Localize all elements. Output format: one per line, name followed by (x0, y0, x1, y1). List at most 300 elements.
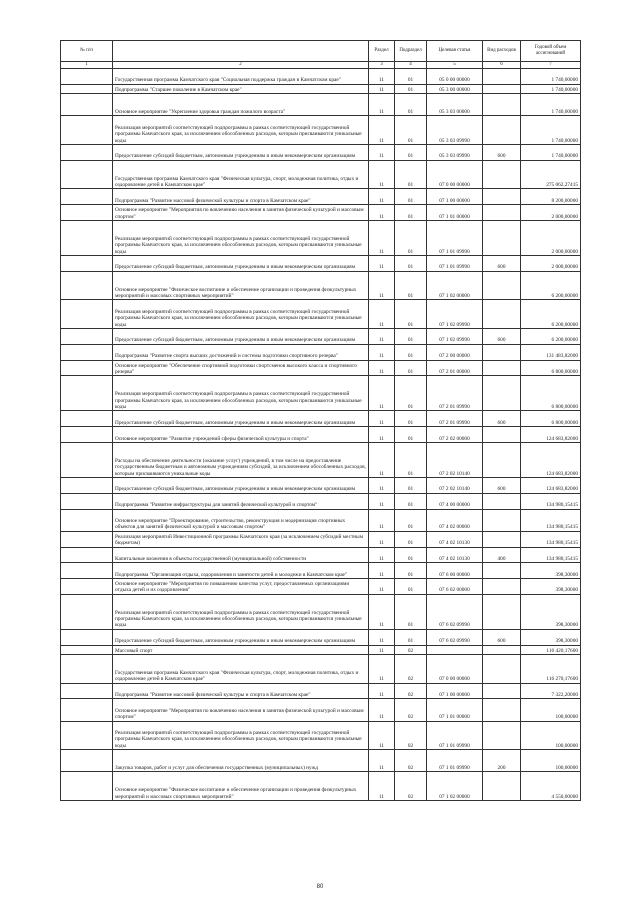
row-podrazdel-cell: 01 (395, 205, 427, 221)
table-row (61, 531, 581, 547)
row-name-cell: Подпрограмма "Развитие инфраструктуры для занятий физической культурой и спортом" (113, 493, 369, 509)
row-podrazdel-cell: 02 (395, 721, 427, 750)
row-number-cell (61, 442, 113, 477)
table-row (61, 376, 581, 411)
row-razdel-cell: 11 (369, 645, 395, 654)
row-csr-cell: 07 6 02 00000 (427, 579, 483, 595)
row-vr-cell (483, 271, 521, 300)
row-number-cell (61, 594, 113, 629)
row-razdel-cell: 11 (369, 205, 395, 221)
row-name-cell: Основное мероприятие "Проектирование, строительство, реконструкция и модернизация спортивных объектов для занятий физической культурой и массовым спортом" (113, 509, 369, 531)
table-row (61, 69, 581, 85)
row-vr-cell (483, 344, 521, 360)
row-sum-cell: 2 000,00000 (521, 255, 581, 271)
table-body (61, 69, 581, 801)
row-razdel-cell: 11 (369, 547, 395, 563)
row-podrazdel-cell: 01 (395, 84, 427, 93)
row-name-cell: Предоставление субсидий бюджетным, автономным учреждениям и иным некоммерческим организациям (113, 328, 369, 344)
row-name-cell: Основное мероприятие "Физическое воспитание и обеспечение организации и проведения физкультурных мероприятий и массовых спортивных мероприятий" (113, 271, 369, 300)
row-sum-cell: 2 000,00000 (521, 220, 581, 255)
table-row (61, 442, 581, 477)
row-podrazdel-cell: 01 (395, 160, 427, 189)
row-csr-cell: 07 6 02 09990 (427, 629, 483, 645)
row-name-cell: Реализация мероприятий соответствующей подпрограммы в рамках соответствующей государственной программы Камчатского края, за исключением обособленных расходов, которым присваиваются уникальные коды (113, 721, 369, 750)
row-sum-cell: 134 980,15415 (521, 509, 581, 531)
table-row (61, 160, 581, 189)
table-row (61, 699, 581, 721)
header-num: № п/п (61, 41, 113, 62)
row-sum-cell: 100,00000 (521, 699, 581, 721)
row-number-cell (61, 205, 113, 221)
table-row (61, 477, 581, 493)
row-razdel-cell: 11 (369, 442, 395, 477)
budget-table (60, 40, 581, 801)
row-sum-cell: 398,30000 (521, 629, 581, 645)
row-sum-cell: 6 200,00000 (521, 300, 581, 329)
table-row (61, 493, 581, 509)
table-row (61, 344, 581, 360)
row-razdel-cell: 11 (369, 189, 395, 205)
row-vr-cell (483, 594, 521, 629)
row-razdel-cell: 11 (369, 300, 395, 329)
row-podrazdel-cell: 01 (395, 531, 427, 547)
row-name-cell: Основное мероприятие "Обеспечение спортивной подготовки спортсменов высокого класса и спортивного резерва" (113, 360, 369, 376)
row-csr-cell: 07 1 01 09990 (427, 255, 483, 271)
row-vr-cell: 400 (483, 547, 521, 563)
row-sum-cell: 124 683,82000 (521, 427, 581, 443)
row-number-cell (61, 772, 113, 801)
row-razdel-cell: 11 (369, 411, 395, 427)
row-podrazdel-cell: 01 (395, 271, 427, 300)
row-podrazdel-cell: 02 (395, 750, 427, 772)
row-razdel-cell: 11 (369, 531, 395, 547)
row-podrazdel-cell: 01 (395, 220, 427, 255)
row-csr-cell: 07 2 02 00000 (427, 427, 483, 443)
row-csr-cell: 07 1 00 00000 (427, 683, 483, 699)
header-podrazdel: Подраздел (395, 41, 427, 62)
row-vr-cell (483, 220, 521, 255)
table-row (61, 563, 581, 579)
row-sum-cell: 134 980,15415 (521, 531, 581, 547)
row-razdel-cell: 11 (369, 699, 395, 721)
row-csr-cell: 07 1 02 00000 (427, 772, 483, 801)
row-podrazdel-cell: 01 (395, 579, 427, 595)
row-csr-cell: 07 6 00 00000 (427, 563, 483, 579)
table-row (61, 205, 581, 221)
header-sum: Годовой объем ассигнований (521, 41, 581, 62)
header-name (113, 41, 369, 62)
row-vr-cell (483, 563, 521, 579)
row-podrazdel-cell: 01 (395, 629, 427, 645)
row-sum-cell: 100,00000 (521, 750, 581, 772)
row-razdel-cell: 11 (369, 255, 395, 271)
row-number-cell (61, 563, 113, 579)
header-row (61, 41, 581, 62)
table-row (61, 629, 581, 645)
row-number-cell (61, 84, 113, 93)
row-vr-cell (483, 721, 521, 750)
row-podrazdel-cell: 01 (395, 255, 427, 271)
row-csr-cell: 07 0 00 00000 (427, 160, 483, 189)
row-name-cell: Массовый спорт (113, 645, 369, 654)
row-name-cell: Реализация мероприятий Инвестиционной программы Камчатского края (за исключением субсидий местным бюджетам) (113, 531, 369, 547)
row-number-cell (61, 579, 113, 595)
row-podrazdel-cell: 02 (395, 683, 427, 699)
table-row (61, 84, 581, 93)
row-number-cell (61, 144, 113, 160)
row-sum-cell: 1 740,00000 (521, 116, 581, 145)
row-podrazdel-cell: 02 (395, 699, 427, 721)
row-vr-cell (483, 360, 521, 376)
row-vr-cell (483, 579, 521, 595)
row-sum-cell: 6 800,00000 (521, 376, 581, 411)
row-name-cell: Основное мероприятие "Мероприятия по вовлечению населения в занятия физической культурой и массовым спортом" (113, 205, 369, 221)
row-number-cell (61, 116, 113, 145)
row-vr-cell: 600 (483, 328, 521, 344)
index-cell: 1 (61, 62, 113, 69)
row-number-cell (61, 69, 113, 85)
row-csr-cell: 07 2 01 09990 (427, 411, 483, 427)
row-vr-cell (483, 683, 521, 699)
row-number-cell (61, 255, 113, 271)
row-razdel-cell: 11 (369, 509, 395, 531)
row-csr-cell: 07 1 02 09990 (427, 328, 483, 344)
row-vr-cell (483, 376, 521, 411)
row-sum-cell: 6 200,00000 (521, 328, 581, 344)
row-name-cell: Основное мероприятие "Укрепление здоровья граждан пожилого возраста" (113, 94, 369, 116)
table-row (61, 509, 581, 531)
row-sum-cell: 124 683,82000 (521, 442, 581, 477)
row-vr-cell: 600 (483, 144, 521, 160)
row-razdel-cell: 11 (369, 629, 395, 645)
row-podrazdel-cell: 01 (395, 477, 427, 493)
table-row (61, 360, 581, 376)
row-podrazdel-cell: 02 (395, 655, 427, 684)
row-vr-cell: 600 (483, 411, 521, 427)
row-sum-cell: 6 200,00000 (521, 271, 581, 300)
row-razdel-cell: 11 (369, 220, 395, 255)
row-name-cell: Реализация мероприятий соответствующей подпрограммы в рамках соответствующей государственной программы Камчатского края, за исключением обособленных расходов, которым присваиваются уникальные коды (113, 594, 369, 629)
row-razdel-cell: 11 (369, 328, 395, 344)
index-cell: 3 (369, 62, 395, 69)
row-sum-cell: 100,00000 (521, 721, 581, 750)
row-number-cell (61, 477, 113, 493)
row-csr-cell: 07 2 01 09990 (427, 376, 483, 411)
row-number-cell (61, 547, 113, 563)
row-csr-cell: 07 1 02 09990 (427, 300, 483, 329)
row-name-cell: Реализация мероприятий соответствующей подпрограммы в рамках соответствующей государственной программы Камчатского края, за исключением обособленных расходов, которым присваиваются уникальные коды (113, 376, 369, 411)
row-razdel-cell: 11 (369, 116, 395, 145)
row-number-cell (61, 220, 113, 255)
row-sum-cell: 398,30000 (521, 594, 581, 629)
row-csr-cell: 07 0 00 00000 (427, 655, 483, 684)
row-csr-cell: 07 1 01 09990 (427, 750, 483, 772)
row-name-cell: Расходы на обеспечение деятельности (оказание услуг) учреждений, в том числе на предоставление государственным бюджетным и автономным учреждениям субсидий, за исключением обособленных расходов, которым присваиваются уникальные коды (113, 442, 369, 477)
row-podrazdel-cell: 01 (395, 427, 427, 443)
index-cell: 4 (395, 62, 427, 69)
row-sum-cell: 2 000,00000 (521, 205, 581, 221)
row-vr-cell (483, 772, 521, 801)
row-razdel-cell: 11 (369, 94, 395, 116)
row-name-cell: Подпрограмма "Старшее поколение в Камчатском крае" (113, 84, 369, 93)
row-podrazdel-cell: 01 (395, 360, 427, 376)
header-vr: Вид расходов (483, 41, 521, 62)
row-sum-cell: 398,30000 (521, 563, 581, 579)
row-sum-cell: 1 740,00000 (521, 94, 581, 116)
row-sum-cell: 134 980,15415 (521, 493, 581, 509)
row-csr-cell: 07 1 01 09990 (427, 220, 483, 255)
table-row (61, 594, 581, 629)
row-csr-cell: 07 6 02 09990 (427, 594, 483, 629)
row-number-cell (61, 427, 113, 443)
row-razdel-cell: 11 (369, 683, 395, 699)
row-csr-cell: 07 4 02 10130 (427, 531, 483, 547)
table-row (61, 116, 581, 145)
table-row (61, 655, 581, 684)
row-sum-cell: 275 062,27415 (521, 160, 581, 189)
row-csr-cell: 07 4 00 00000 (427, 493, 483, 509)
row-vr-cell (483, 300, 521, 329)
row-vr-cell (483, 531, 521, 547)
row-csr-cell: 07 1 00 00000 (427, 189, 483, 205)
row-razdel-cell: 11 (369, 344, 395, 360)
row-podrazdel-cell: 01 (395, 594, 427, 629)
table-row (61, 300, 581, 329)
row-podrazdel-cell: 01 (395, 411, 427, 427)
row-vr-cell: 600 (483, 477, 521, 493)
row-number-cell (61, 750, 113, 772)
row-name-cell: Основное мероприятие "Физическое воспитание и обеспечение организации и проведения физкультурных мероприятий и массовых спортивных мероприятий" (113, 772, 369, 801)
row-razdel-cell: 11 (369, 360, 395, 376)
row-sum-cell: 6 800,00000 (521, 411, 581, 427)
table-row (61, 683, 581, 699)
row-number-cell (61, 94, 113, 116)
table-row (61, 721, 581, 750)
row-number-cell (61, 493, 113, 509)
row-vr-cell (483, 116, 521, 145)
row-number-cell (61, 344, 113, 360)
row-vr-cell (483, 655, 521, 684)
table-row (61, 427, 581, 443)
row-number-cell (61, 271, 113, 300)
row-podrazdel-cell: 02 (395, 645, 427, 654)
row-name-cell: Реализация мероприятий соответствующей подпрограммы в рамках соответствующей государственной программы Камчатского края, за исключением обособленных расходов, которым присваиваются уникальные коды (113, 116, 369, 145)
row-name-cell: Государственная программа Камчатского края "Физическая культура, спорт, молодежная политика, отдых и оздоровление детей в Камчатском крае" (113, 655, 369, 684)
row-number-cell (61, 411, 113, 427)
row-csr-cell: 07 1 02 00000 (427, 271, 483, 300)
row-csr-cell: 07 1 01 00000 (427, 205, 483, 221)
row-razdel-cell: 11 (369, 69, 395, 85)
row-number-cell (61, 509, 113, 531)
row-razdel-cell: 11 (369, 376, 395, 411)
row-razdel-cell: 11 (369, 750, 395, 772)
row-podrazdel-cell: 01 (395, 144, 427, 160)
table-row (61, 255, 581, 271)
row-name-cell: Государственная программа Камчатского края "Физическая культура, спорт, молодежная политика, отдых и оздоровление детей в Камчатском крае" (113, 160, 369, 189)
index-cell: 2 (113, 62, 369, 69)
row-podrazdel-cell: 01 (395, 547, 427, 563)
page-number: 80 (316, 884, 324, 890)
row-razdel-cell: 11 (369, 84, 395, 93)
row-csr-cell: 07 1 01 09990 (427, 721, 483, 750)
row-vr-cell (483, 509, 521, 531)
row-podrazdel-cell: 01 (395, 69, 427, 85)
row-sum-cell: 398,30000 (521, 579, 581, 595)
row-name-cell: Предоставление субсидий бюджетным, автономным учреждениям и иным некоммерческим организациям (113, 144, 369, 160)
row-vr-cell: 200 (483, 750, 521, 772)
row-vr-cell: 600 (483, 629, 521, 645)
row-number-cell (61, 699, 113, 721)
row-podrazdel-cell: 01 (395, 94, 427, 116)
row-podrazdel-cell: 01 (395, 509, 427, 531)
row-csr-cell: 07 2 00 00000 (427, 344, 483, 360)
table-row (61, 750, 581, 772)
row-vr-cell (483, 205, 521, 221)
row-razdel-cell: 11 (369, 563, 395, 579)
row-name-cell: Предоставление субсидий бюджетным, автономным учреждениям и иным некоммерческим организациям (113, 629, 369, 645)
row-razdel-cell: 11 (369, 144, 395, 160)
row-name-cell: Закупка товаров, работ и услуг для обеспечения государственных (муниципальных) нужд (113, 750, 369, 772)
table-row (61, 271, 581, 300)
row-vr-cell (483, 189, 521, 205)
row-number-cell (61, 655, 113, 684)
table-row (61, 189, 581, 205)
header-csr: Целевая статья (427, 41, 483, 62)
row-number-cell (61, 328, 113, 344)
budget-page (60, 40, 580, 801)
row-razdel-cell: 11 (369, 655, 395, 684)
row-podrazdel-cell: 01 (395, 116, 427, 145)
row-number-cell (61, 531, 113, 547)
row-razdel-cell: 11 (369, 594, 395, 629)
row-razdel-cell: 11 (369, 271, 395, 300)
row-csr-cell: 07 4 02 00000 (427, 509, 483, 531)
row-sum-cell: 134 980,15415 (521, 547, 581, 563)
table-row (61, 645, 581, 654)
row-number-cell (61, 189, 113, 205)
row-razdel-cell: 11 (369, 160, 395, 189)
row-vr-cell (483, 645, 521, 654)
table-row (61, 579, 581, 595)
row-name-cell: Предоставление субсидий бюджетным, автономным учреждениям и иным некоммерческим организациям (113, 477, 369, 493)
row-sum-cell: 8 200,00000 (521, 189, 581, 205)
row-sum-cell: 1 740,00000 (521, 69, 581, 85)
row-podrazdel-cell: 01 (395, 376, 427, 411)
row-vr-cell (483, 84, 521, 93)
row-podrazdel-cell: 01 (395, 563, 427, 579)
table-row (61, 772, 581, 801)
row-podrazdel-cell: 01 (395, 493, 427, 509)
row-razdel-cell: 11 (369, 427, 395, 443)
row-razdel-cell: 11 (369, 579, 395, 595)
row-sum-cell: 116 420,17600 (521, 645, 581, 654)
row-podrazdel-cell: 02 (395, 772, 427, 801)
row-number-cell (61, 721, 113, 750)
row-csr-cell: 07 1 01 00000 (427, 699, 483, 721)
row-name-cell: Подпрограмма "Развитие массовой физической культуры и спорта в Камчатском крае" (113, 189, 369, 205)
row-podrazdel-cell: 01 (395, 442, 427, 477)
row-number-cell (61, 160, 113, 189)
row-vr-cell: 600 (483, 255, 521, 271)
row-sum-cell: 131 483,82000 (521, 344, 581, 360)
row-podrazdel-cell: 01 (395, 189, 427, 205)
table-row (61, 411, 581, 427)
row-podrazdel-cell: 01 (395, 344, 427, 360)
row-name-cell: Предоставление субсидий бюджетным, автономным учреждениям и иным некоммерческим организациям (113, 411, 369, 427)
row-vr-cell (483, 493, 521, 509)
row-razdel-cell: 11 (369, 721, 395, 750)
row-sum-cell: 124 683,82000 (521, 477, 581, 493)
row-podrazdel-cell: 01 (395, 300, 427, 329)
header-razdel: Раздел (369, 41, 395, 62)
row-number-cell (61, 683, 113, 699)
row-csr-cell: 05 3 03 09990 (427, 116, 483, 145)
row-number-cell (61, 629, 113, 645)
row-number-cell (61, 300, 113, 329)
row-csr-cell: 07 2 01 00000 (427, 360, 483, 376)
row-vr-cell (483, 94, 521, 116)
table-row (61, 328, 581, 344)
row-sum-cell: 7 322,20000 (521, 683, 581, 699)
index-cell: 6 (483, 62, 521, 69)
row-csr-cell: 05 0 00 00000 (427, 69, 483, 85)
index-cell: 5 (427, 62, 483, 69)
row-sum-cell: 116 270,17600 (521, 655, 581, 684)
row-vr-cell (483, 442, 521, 477)
row-number-cell (61, 376, 113, 411)
row-razdel-cell: 11 (369, 477, 395, 493)
row-name-cell: Государственная программа Камчатского края "Социальная поддержка граждан в Камчатском крае" (113, 69, 369, 85)
row-name-cell: Предоставление субсидий бюджетным, автономным учреждениям и иным некоммерческим организациям (113, 255, 369, 271)
row-name-cell: Реализация мероприятий соответствующей подпрограммы в рамках соответствующей государственной программы Камчатского края, за исключением обособленных расходов, которым присваиваются уникальные коды (113, 220, 369, 255)
row-number-cell (61, 645, 113, 654)
row-podrazdel-cell: 01 (395, 328, 427, 344)
row-name-cell: Подпрограмма "Развитие спорта высших достижений и системы подготовки спортивного резерва" (113, 344, 369, 360)
row-name-cell: Основное мероприятие "Мероприятия по вовлечению населения в занятия физической культурой и массовым спортом" (113, 699, 369, 721)
row-name-cell: Подпрограмма "Организация отдыха, оздоровления и занятости детей и молодежи в Камчатском крае" (113, 563, 369, 579)
row-name-cell: Капитальные вложения в объекты государственной (муниципальной) собственности (113, 547, 369, 563)
row-name-cell: Основное мероприятие "Мероприятия по повышению качества услуг, предоставляемых организациями отдыха детей и их оздоровления" (113, 579, 369, 595)
row-razdel-cell: 11 (369, 772, 395, 801)
row-sum-cell: 4 550,00000 (521, 772, 581, 801)
row-name-cell: Основное мероприятие "Развитие учреждений сферы физической культуры и спорта" (113, 427, 369, 443)
row-vr-cell (483, 699, 521, 721)
row-csr-cell: 07 2 02 10140 (427, 442, 483, 477)
table-row (61, 547, 581, 563)
row-vr-cell (483, 160, 521, 189)
row-sum-cell: 1 740,00000 (521, 84, 581, 93)
row-name-cell: Подпрограмма "Развитие массовой физической культуры и спорта в Камчатском крае" (113, 683, 369, 699)
table-row (61, 94, 581, 116)
row-csr-cell: 07 4 02 10130 (427, 547, 483, 563)
row-razdel-cell: 11 (369, 493, 395, 509)
row-csr-cell: 05 3 03 09990 (427, 144, 483, 160)
row-sum-cell: 1 740,00000 (521, 144, 581, 160)
row-vr-cell (483, 69, 521, 85)
row-number-cell (61, 360, 113, 376)
index-cell: 7 (521, 62, 581, 69)
table-row (61, 144, 581, 160)
row-name-cell: Реализация мероприятий соответствующей подпрограммы в рамках соответствующей государственной программы Камчатского края, за исключением обособленных расходов, которым присваиваются уникальные коды (113, 300, 369, 329)
table-row (61, 220, 581, 255)
row-csr-cell: 05 3 03 00000 (427, 94, 483, 116)
index-row (61, 62, 581, 69)
row-sum-cell: 6 800,00000 (521, 360, 581, 376)
row-vr-cell (483, 427, 521, 443)
row-csr-cell (427, 645, 483, 654)
row-csr-cell: 07 2 02 10140 (427, 477, 483, 493)
row-csr-cell: 05 3 00 00000 (427, 84, 483, 93)
